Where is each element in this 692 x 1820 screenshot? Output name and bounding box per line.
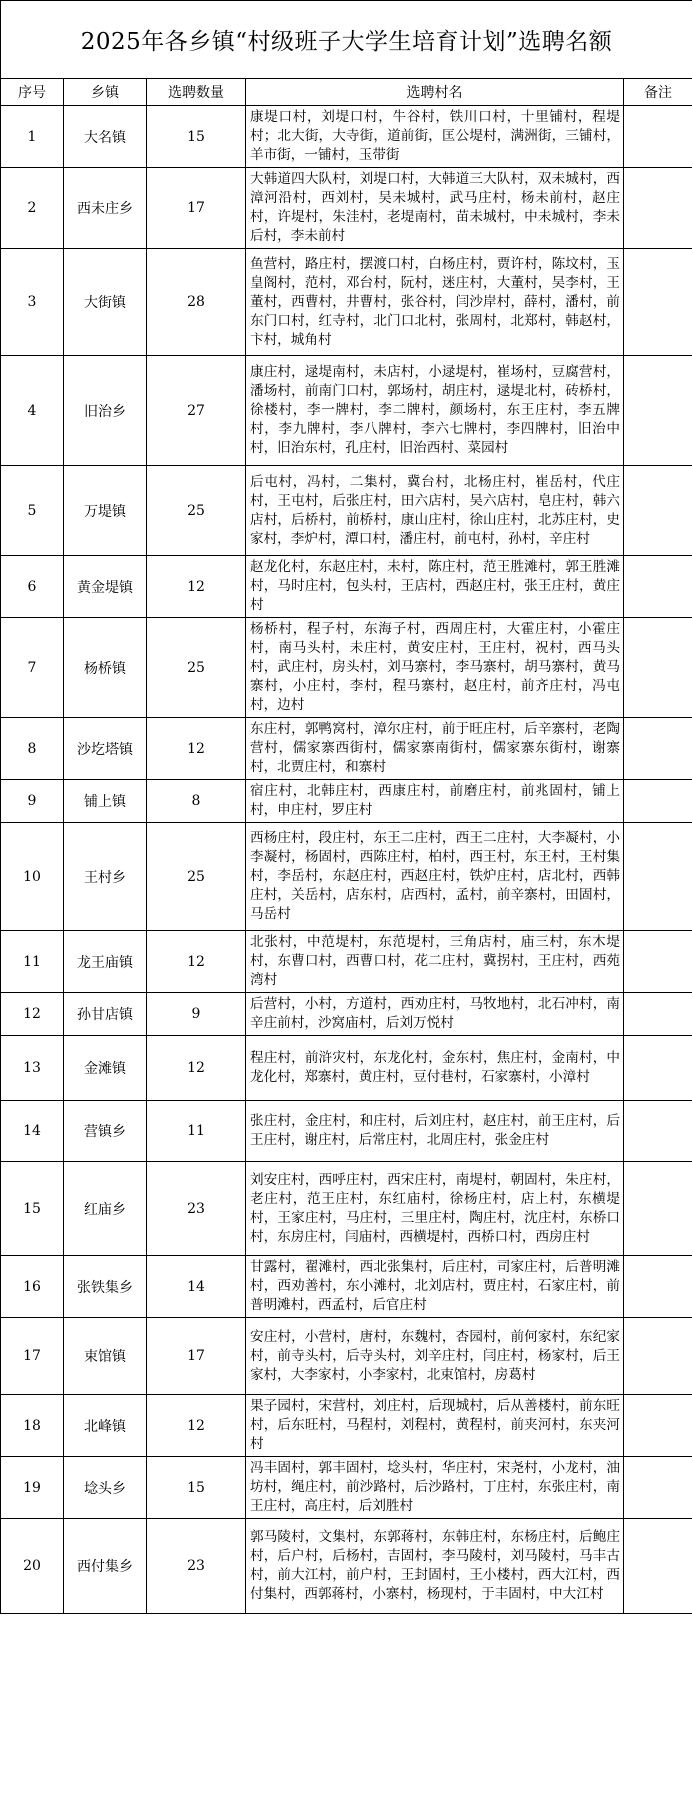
town-name: 王村乡 [64, 823, 147, 931]
quota-count: 17 [147, 1318, 246, 1395]
row-number: 13 [1, 1036, 64, 1101]
quota-count: 12 [147, 718, 246, 780]
quota-count: 23 [147, 1519, 246, 1614]
row-note [624, 249, 692, 356]
village-list: 西杨庄村，段庄村，东王二庄村，西王二庄村，大李凝村，小李凝村，杨固村，西陈庄村，柏村，西王村，东王村，王村集村，李岳村，东赵庄村，西赵庄村，铁炉庄村，店北村，西韩庄村，关岳村，店东村，店西村，孟村，前辛寨村，田固村，马岳村 [246, 823, 624, 931]
row-note [624, 168, 692, 249]
table-row [1, 106, 692, 168]
quota-count: 14 [147, 1256, 246, 1318]
title-row [1, 1, 692, 79]
village-list: 果子园村，宋营村，刘庄村，后现城村，后从善楼村，前东旺村，后东旺村，马程村，刘程村，黄程村，前夹河村，东夹河村 [246, 1395, 624, 1457]
village-list: 甘露村，翟滩村，西北张集村，后庄村，司家庄村，后普明滩村，西劝善村，东小滩村，北刘店村，贾庄村，石家庄村，前普明滩村，西孟村，后官庄村 [246, 1256, 624, 1318]
village-list: 冯丰固村，郭丰固村，埝头村，华庄村，宋尧村，小龙村，油坊村，绳庄村，前沙路村，后沙路村，丁庄村，东张庄村，南王庄村，高庄村，后刘胜村 [246, 1457, 624, 1519]
quota-count: 12 [147, 931, 246, 993]
row-note [624, 931, 692, 993]
row-note [624, 618, 692, 718]
town-name: 红庙乡 [64, 1162, 147, 1256]
row-note [624, 106, 692, 168]
header-villages: 选聘村名 [246, 79, 624, 106]
quota-count: 11 [147, 1101, 246, 1162]
quota-count: 12 [147, 1036, 246, 1101]
town-name: 大街镇 [64, 249, 147, 356]
town-name: 万堤镇 [64, 466, 147, 556]
quota-count: 12 [147, 1395, 246, 1457]
quota-count: 9 [147, 993, 246, 1036]
row-note [624, 1318, 692, 1395]
quota-count: 27 [147, 356, 246, 466]
town-name: 北峰镇 [64, 1395, 147, 1457]
village-list: 宿庄村，北韩庄村，西康庄村，前磨庄村，前兆固村，铺上村，申庄村，罗庄村 [246, 780, 624, 823]
town-name: 杨桥镇 [64, 618, 147, 718]
row-note [624, 1101, 692, 1162]
row-number: 1 [1, 106, 64, 168]
village-list: 安庄村，小营村，唐村，东魏村，杏园村，前何家村，东纪家村，前寺头村，后寺头村，刘辛庄村，闫庄村，杨家村，后王家村，大李家村，小李家村，北束馆村，房葛村 [246, 1318, 624, 1395]
row-number: 7 [1, 618, 64, 718]
row-number: 19 [1, 1457, 64, 1519]
header-row [1, 79, 692, 106]
header-note: 备注 [624, 79, 692, 106]
row-number: 4 [1, 356, 64, 466]
table-row [1, 993, 692, 1036]
town-name: 旧治乡 [64, 356, 147, 466]
quota-count: 8 [147, 780, 246, 823]
town-name: 西付集乡 [64, 1519, 147, 1614]
row-note [624, 356, 692, 466]
row-number: 18 [1, 1395, 64, 1457]
row-number: 6 [1, 556, 64, 618]
village-list: 杨桥村，程子村，东海子村，西周庄村，大霍庄村，小霍庄村，南马头村，未庄村，黄安庄村，王庄村，祝村，西马头村，武庄村，房头村，刘马寨村，李马寨村，胡马寨村，黄马寨村，小庄村，李村，程马寨村，赵庄村，前齐庄村，冯屯村，边村 [246, 618, 624, 718]
table-row [1, 1519, 692, 1614]
quota-count: 15 [147, 1457, 246, 1519]
village-list: 北张村，中范堤村，东范堤村，三角店村，庙三村，东木堤村，东曹口村，西曹口村，花二庄村，冀拐村，王庄村，西苑湾村 [246, 931, 624, 993]
quota-count: 25 [147, 618, 246, 718]
town-name: 黄金堤镇 [64, 556, 147, 618]
row-number: 12 [1, 993, 64, 1036]
table-row [1, 466, 692, 556]
row-note [624, 993, 692, 1036]
row-note [624, 1036, 692, 1101]
table-row [1, 1162, 692, 1256]
village-list: 程庄村，前浒灾村，东龙化村，金东村，焦庄村，金南村，中龙化村，郑寨村，黄庄村，豆付巷村，石家寨村，小漳村 [246, 1036, 624, 1101]
table-row [1, 823, 692, 931]
village-list: 康堤口村，刘堤口村，牛谷村，铁川口村，十里铺村，程堤村；北大街，大寺街，道前街，匡公堤村，满洲街，三铺村，羊市街，一铺村，玉带街 [246, 106, 624, 168]
row-number: 9 [1, 780, 64, 823]
quota-count: 17 [147, 168, 246, 249]
town-name: 营镇乡 [64, 1101, 147, 1162]
town-name: 埝头乡 [64, 1457, 147, 1519]
table-row [1, 356, 692, 466]
village-list: 大韩道四大队村，刘堤口村，大韩道三大队村，双未城村，西漳河沿村，西刘村，吴未城村，武马庄村，杨未前村，赵庄村，许堤村，朱洼村，老堤南村，苗未城村，中未城村，李未后村，李未前村 [246, 168, 624, 249]
row-number: 8 [1, 718, 64, 780]
table-row [1, 168, 692, 249]
row-note [624, 1519, 692, 1614]
table-row [1, 1395, 692, 1457]
quota-count: 15 [147, 106, 246, 168]
table-row [1, 1457, 692, 1519]
page-title: 2025年各乡镇“村级班子大学生培育计划”选聘名额 [1, 1, 692, 79]
village-list: 张庄村，金庄村，和庄村，后刘庄村，赵庄村，前王庄村，后王庄村，谢庄村，后常庄村，北周庄村，张金庄村 [246, 1101, 624, 1162]
quota-count: 25 [147, 823, 246, 931]
quota-count: 12 [147, 556, 246, 618]
row-number: 11 [1, 931, 64, 993]
row-note [624, 1457, 692, 1519]
table-row [1, 1318, 692, 1395]
village-list: 后屯村，冯村，二集村，冀台村，北杨庄村，崔岳村，代庄村，王屯村，后张庄村，田六店村，吴六店村，皂庄村，韩六店村，后桥村，前桥村，康山庄村，徐山庄村，北苏庄村，史家村，李炉村，潭口村，潘庄村，前屯村，孙村，辛庄村 [246, 466, 624, 556]
town-name: 西未庄乡 [64, 168, 147, 249]
quota-count: 25 [147, 466, 246, 556]
quota-count: 28 [147, 249, 246, 356]
village-list: 赵龙化村，东赵庄村，未村，陈庄村，范王胜滩村，郭王胜滩村，马时庄村，包头村，王店村，西赵庄村，张王庄村，黄庄村 [246, 556, 624, 618]
header-town: 乡镇 [64, 79, 147, 106]
row-note [624, 1162, 692, 1256]
row-number: 17 [1, 1318, 64, 1395]
town-name: 束馆镇 [64, 1318, 147, 1395]
row-note [624, 718, 692, 780]
row-note [624, 466, 692, 556]
table-row [1, 618, 692, 718]
row-number: 5 [1, 466, 64, 556]
table-row [1, 249, 692, 356]
town-name: 张铁集乡 [64, 1256, 147, 1318]
table-row [1, 931, 692, 993]
row-note [624, 556, 692, 618]
row-number: 16 [1, 1256, 64, 1318]
town-name: 铺上镇 [64, 780, 147, 823]
village-list: 东庄村，郭鸭窝村，漳尔庄村，前于旺庄村，后辛寨村，老陶营村，儒家寨西街村，儒家寨南街村，儒家寨东街村，谢寨村，北贾庄村，和寨村 [246, 718, 624, 780]
row-number: 10 [1, 823, 64, 931]
row-number: 3 [1, 249, 64, 356]
header-no: 序号 [1, 79, 64, 106]
row-number: 14 [1, 1101, 64, 1162]
row-number: 15 [1, 1162, 64, 1256]
town-name: 大名镇 [64, 106, 147, 168]
village-list: 康庄村，逯堤南村，未店村，小逯堤村，崔场村，豆腐营村，潘场村，前南门口村，郭场村，胡庄村，逯堤北村，砖桥村，徐楼村，李一牌村，李二牌村，颜场村，东王庄村，李五牌村，李九牌村，李八牌村，李六七牌村，李四牌村，旧治中村，旧治东村，孔庄村，旧治西村、菜园村 [246, 356, 624, 466]
row-number: 20 [1, 1519, 64, 1614]
town-name: 金滩镇 [64, 1036, 147, 1101]
village-list: 后营村，小村，方道村，西劝庄村，马牧地村，北石冲村，南辛庄前村，沙窝庙村，后刘万悦村 [246, 993, 624, 1036]
town-name: 孙甘店镇 [64, 993, 147, 1036]
table-row [1, 1101, 692, 1162]
table-row [1, 1036, 692, 1101]
row-note [624, 823, 692, 931]
table-row [1, 556, 692, 618]
header-count: 选聘数量 [147, 79, 246, 106]
village-list: 刘安庄村，西呼庄村，西宋庄村，南堤村，朝固村，朱庄村，老庄村，范王庄村，东红庙村，徐杨庄村，店上村，东横堤村，王家庄村，马庄村，三里庄村，陶庄村，沈庄村，东桥口村，东房庄村，闫庙村，西横堤村，西桥口村，西房庄村 [246, 1162, 624, 1256]
row-number: 2 [1, 168, 64, 249]
table-row [1, 780, 692, 823]
row-note [624, 1256, 692, 1318]
village-list: 鱼营村，路庄村，摆渡口村，白杨庄村，贾许村，陈坟村，玉皇阁村，范村，邓台村，阮村，迷庄村，大董村，吴李村，王董村，西曹村，井曹村，张谷村，闫沙岸村，薛村，潘村，前东门口村，红寺村，北门口北村，张周村，北郑村，韩赵村，卞村，城角村 [246, 249, 624, 356]
town-name: 龙王庙镇 [64, 931, 147, 993]
row-note [624, 780, 692, 823]
village-list: 郭马陵村，文集村，东郭蒋村，东韩庄村，东杨庄村，后鲍庄村，后户村，后杨村，吉固村，李马陵村，刘马陵村，马丰古村，前大江村，前户村，王封固村，王小楼村，西大江村，西付集村，西郭蒋村，小寨村，杨现村，于丰固村，中大江村 [246, 1519, 624, 1614]
table-row [1, 1256, 692, 1318]
row-note [624, 1395, 692, 1457]
quota-count: 23 [147, 1162, 246, 1256]
town-name: 沙圪塔镇 [64, 718, 147, 780]
table-row [1, 718, 692, 780]
